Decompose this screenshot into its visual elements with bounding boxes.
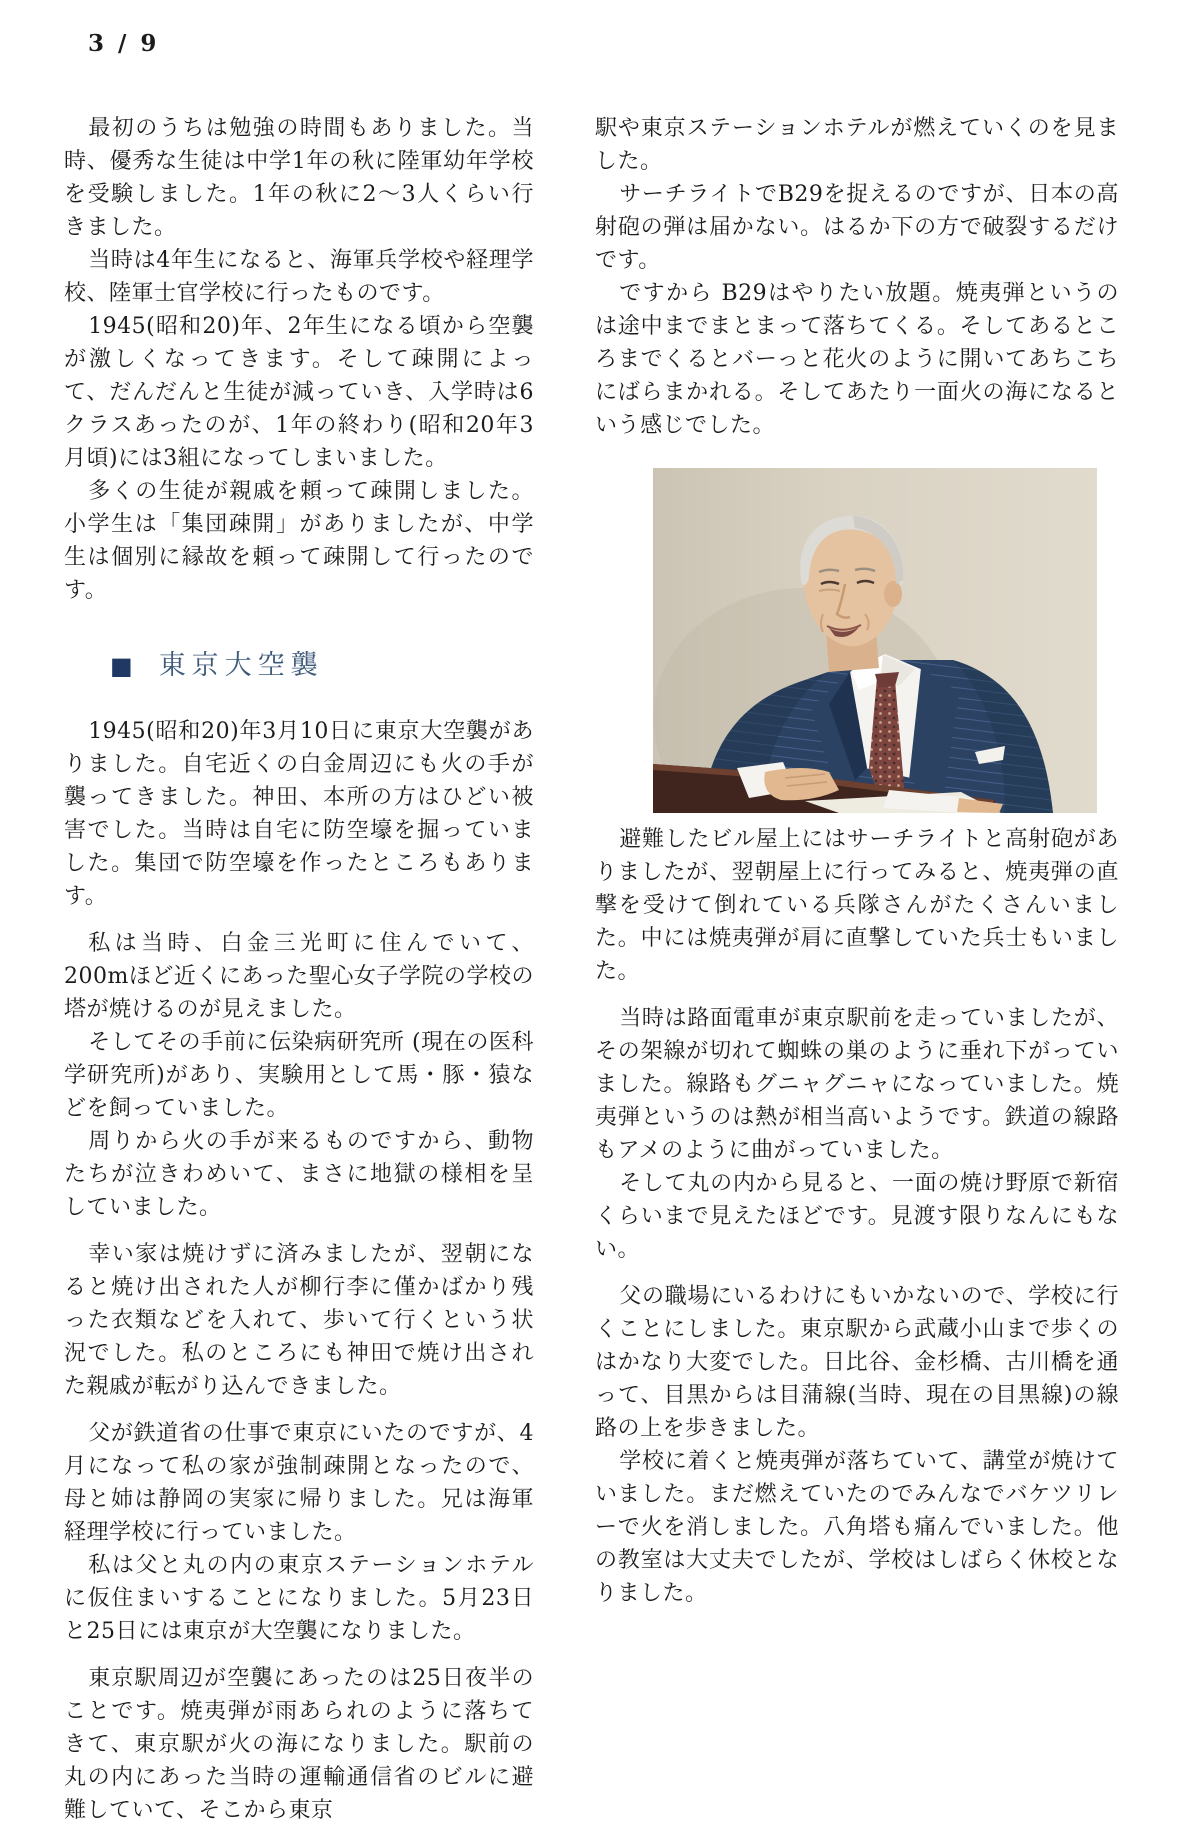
paragraph: 1945(昭和20)年、2年生になる頃から空襲が激しくなってきます。そして疎開によって、だんだんと生徒が減っていき、入学時は6クラスあったのが、1年の終わり(昭和20年3月頃)には3組になってしまいました。 <box>64 314 534 471</box>
paragraph: 周りから火の手が来るものですから、動物たちが泣きわめいて、まさに地獄の様相を呈していました。 <box>64 1129 534 1220</box>
paragraph: そしてその手前に伝染病研究所 (現在の医科学研究所)があり、実験用として馬・豚・猿などを飼っていました。 <box>64 1030 534 1121</box>
paragraph: 私は当時、白金三光町に住んでいて、200mほど近くにあった聖心女子学院の学校の塔が焼けるのが見えました。 <box>64 931 534 1022</box>
paragraph: 最初のうちは勉強の時間もありました。当時、優秀な生徒は中学1年の秋に陸軍幼年学校を受験しました。1年の秋に2〜3人くらい行きました。 <box>64 116 534 240</box>
paragraph: ですから B29はやりたい放題。焼夷弾というのは途中までまとまって落ちてくる。そしてあるところまでくるとバーっと花火のように開いてあちこちにばらまかれる。そしてあたり一面火の海になるという感じでした。 <box>595 281 1119 438</box>
section-bullet-icon: ■ <box>110 651 133 680</box>
paragraph: 父が鉄道省の仕事で東京にいたのですが、4月になって私の家が強制疎開となったので、母と姉は静岡の実家に帰りました。兄は海軍経理学校に行っていました。 <box>64 1421 534 1545</box>
right-column <box>595 112 1119 1610</box>
paragraph: 幸い家は焼けずに済みましたが、翌朝になると焼け出された人が柳行李に僅かばかり残った衣類などを入れて、歩いて行くという状況でした。私のところにも神田で焼け出された親戚が転がり込んできました。 <box>64 1242 534 1399</box>
paragraph: 1945(昭和20)年3月10日に東京大空襲がありました。自宅近くの白金周辺にも火の手が襲ってきました。神田、本所の方はひどい被害でした。当時は自宅に防空壕を掘っていました。集団で防空壕を作ったところもあります。 <box>64 719 534 909</box>
page-number: 3 / 9 <box>88 30 160 57</box>
paragraph: 学校に着くと焼夷弾が落ちていて、講堂が焼けていました。まだ燃えていたのでみんなでバケツリレーで火を消しました。八角塔も痛んでいました。他の教室は大丈夫でしたが、学校はしばらく休校となりました。 <box>595 1449 1119 1606</box>
paragraph: 避難したビル屋上にはサーチライトと高射砲がありましたが、翌朝屋上に行ってみると、焼夷弾の直撃を受けて倒れている兵隊さんがたくさんいました。中には焼夷弾が肩に直撃していた兵士もいました。 <box>595 827 1119 984</box>
paragraph: 駅や東京ステーションホテルが燃えていくのを見ました。 <box>595 116 1119 174</box>
interview-photo <box>653 468 1097 813</box>
paragraph: 当時は4年生になると、海軍兵学校や経理学校、陸軍士官学校に行ったものです。 <box>64 248 534 306</box>
paragraph: 父の職場にいるわけにもいかないので、学校に行くことにしました。東京駅から武蔵小山まで歩くのはかなり大変でした。日比谷、金杉橋、古川橋を通って、目黒からは目蒲線(当時、現在の目黒線)の線路の上を歩きました。 <box>595 1284 1119 1441</box>
left-column-top-paragraphs <box>64 112 534 607</box>
page-body <box>64 112 1119 1827</box>
paragraph: 東京駅周辺が空襲にあったのは25日夜半のことです。焼夷弾が雨あられのように落ちてきて、東京駅が火の海になりました。駅前の丸の内にあった当時の運輸通信省のビルに避難していて、そこから東京 <box>64 1666 534 1823</box>
document-page <box>0 30 1200 1823</box>
portrait-photo-graphic <box>653 468 1097 813</box>
paragraph: そして丸の内から見ると、一面の焼け野原で新宿くらいまで見えたほどです。見渡す限りなんにもない。 <box>595 1171 1119 1262</box>
paragraph: 当時は路面電車が東京駅前を走っていましたが、その架線が切れて蜘蛛の巣のように垂れ下がっていました。線路もグニャグニャになっていました。焼夷弾というのは熱が相当高いようです。鉄道の線路もアメのように曲がっていました。 <box>595 1006 1119 1163</box>
paragraph: サーチライトでB29を捉えるのですが、日本の高射砲の弾は届かない。はるか下の方で破裂するだけです。 <box>595 182 1119 273</box>
right-column-top-paragraphs <box>595 112 1119 442</box>
section-heading <box>64 647 534 685</box>
left-column <box>64 112 534 1827</box>
left-column-bottom-paragraphs <box>64 715 534 1827</box>
right-column-bottom-paragraphs <box>595 823 1119 1610</box>
paragraph: 私は父と丸の内の東京ステーションホテルに仮住まいすることになりました。5月23日と25日には東京が大空襲になりました。 <box>64 1553 534 1644</box>
paragraph: 多くの生徒が親戚を頼って疎開しました。小学生は「集団疎開」がありましたが、中学生は個別に縁故を頼って疎開して行ったのです。 <box>64 479 534 603</box>
section-heading-label: 東京大空襲 <box>158 650 324 681</box>
